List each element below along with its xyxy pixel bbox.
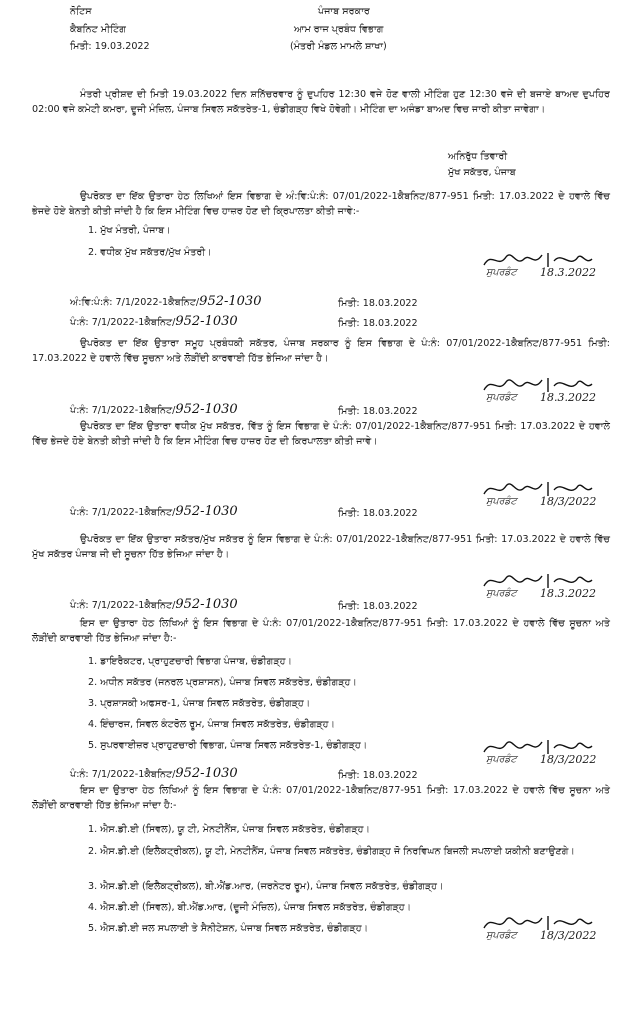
reference-handwritten: 952-1030: [175, 314, 238, 329]
header-cabinet-meeting-label: ਕੈਬਨਿਟ ਮੀਟਿੰਗ: [70, 24, 126, 35]
header-department: ਆਮ ਰਾਜ ਪ੍ਰਬੰਧ ਵਿਭਾਗ: [294, 24, 384, 35]
signature-date: 18/3/2022: [540, 929, 597, 942]
superintendent-signature: [478, 910, 608, 954]
superintendent-title: ਸੁਪਰਡੰਟ: [486, 496, 517, 507]
block2-date: ਮਿਤੀ: 18.03.2022: [338, 318, 418, 329]
reference-printed: ਅੰ:ਵਿ:ਪੰ:ਨੰ: 7/1/2022-1ਕੈਬਨਿਟ/: [70, 297, 200, 308]
reference-handwritten: 952-1030: [175, 766, 238, 781]
notice-body: ਮੰਤਰੀ ਪ੍ਰੀਸ਼ਦ ਦੀ ਮਿਤੀ 19.03.2022 ਦਿਨ ਸ਼ਨਿੱਚਰਵਾਰ ਨੂੰ ਦੁਪਹਿਰ 12:30 ਵਜੇ ਹੋਣ ਵਾਲੀ ਮੀਟਿੰਗ ਹੁਣ 12:30 ਵਜੇ ਦੀ ਬਜਾਏ ਬਾਅਦ ਦੁਪਹਿਰ 02:00 ਵਜੇ ਕਮੇਟੀ ਕਮਰਾ, ਦੂਜੀ ਮੰਜ਼ਿਲ, ਪੰਜਾਬ ਸਿਵਲ ਸਕੱਤਰੇਤ-1, ਚੰਡੀਗੜ੍ਹ ਵਿਖੇ ਹੋਵੇਗੀ। ਮੀਟਿੰਗ ਦਾ ਅਜੰਡਾ ਬਾਅਦ ਵਿਚ ਜਾਰੀ ਕੀਤਾ ਜਾਵੇਗਾ।: [32, 89, 610, 115]
block1-list-item: 2. ਵਧੀਕ ਮੁੱਖ ਸਕੱਤਰ/ਮੁੱਖ ਮੰਤਰੀ।: [88, 247, 212, 258]
header-date: ਮਿਤੀ: 19.03.2022: [70, 41, 150, 52]
block3-date: ਮਿਤੀ: 18.03.2022: [338, 406, 418, 417]
block4-body: ਉਪਰੋਕਤ ਦਾ ਇੱਕ ਉਤਾਰਾ ਸਕੱਤਰ/ਮੁੱਖ ਸਕੱਤਰ ਨੂੰ ਇਸ ਵਿਭਾਗ ਦੇ ਪੰ:ਨੰ: 07/01/2022-1ਕੈਬਨਿਟ/877-951 ਮਿਤੀ: 17.03.2022 ਦੇ ਹਵਾਲੇ ਵਿੱਚ ਮੁੱਖ ਸਕੱਤਰ ਪੰਜਾਬ ਜੀ ਦੀ ਸੂਚਨਾ ਹਿੱਤ ਭੇਜਿਆ ਜਾਂਦਾ ਹੈ।: [32, 534, 610, 560]
block3-reference: [70, 403, 238, 418]
block4-date: ਮਿਤੀ: 18.03.2022: [338, 508, 418, 519]
block6-list-item: 2. ਐਸ.ਡੀ.ਈ (ਇਲੈਕਟ੍ਰੀਕਲ), ਯੂ ਟੀ, ਮੇਨਟੀਨੈਂਸ, ਪੰਜਾਬ ਸਿਵਲ ਸਕੱਤਰੇਤ, ਚੰਡੀਗੜ੍ਹ ਜੋ ਨਿਰਵਿਘਨ ਬਿਜਲੀ ਸਪਲਾਈ ਯਕੀਨੀ ਬਣਾਉਣਗੇ।: [88, 846, 575, 857]
block4-reference: [70, 505, 238, 520]
block6-body: ਇਸ ਦਾ ਉਤਾਰਾ ਹੇਠ ਲਿਖਿਆਂ ਨੂੰ ਇਸ ਵਿਭਾਗ ਦੇ ਪੰ:ਨੰ: 07/01/2022-1ਕੈਬਨਿਟ/877-951 ਮਿਤੀ: 17.03.2022 ਦੇ ਹਵਾਲੇ ਵਿੱਚ ਸੂਚਨਾ ਅਤੇ ਲੋੜੀਂਦੀ ਕਾਰਵਾਈ ਹਿੱਤ ਭੇਜਿਆ ਜਾਂਦਾ ਹੈ:-: [32, 785, 610, 811]
reference-printed: ਪੰ:ਨੰ: 7/1/2022-1ਕੈਬਨਿਟ/: [70, 507, 176, 518]
reference-printed: ਪੰ:ਨੰ: 7/1/2022-1ਕੈਬਨਿਟ/: [70, 769, 176, 780]
header-branch: (ਮੰਤਰੀ ਮੰਡਲ ਮਾਮਲੇ ਸ਼ਾਖਾ): [290, 41, 387, 52]
block2-reference: [70, 295, 261, 310]
block5-list-item: 1. ਡਾਇਰੈਕਟਰ, ਪ੍ਰਾਹੁਣਚਾਰੀ ਵਿਭਾਗ ਪੰਜਾਬ, ਚੰਡੀਗੜ੍ਹ।: [88, 656, 292, 667]
reference-handwritten: 952-1030: [175, 597, 238, 612]
block5-list-item: 2. ਅਧੀਨ ਸਕੱਤਰ (ਜਨਰਲ ਪ੍ਰਸ਼ਾਸਨ), ਪੰਜਾਬ ਸਿਵਲ ਸਕੱਤਰੇਤ, ਚੰਡੀਗੜ੍ਹ।: [88, 677, 357, 688]
block5-list-item: 3. ਪ੍ਰਸ਼ਾਸਕੀ ਅਫਸਰ-1, ਪੰਜਾਬ ਸਿਵਲ ਸਕੱਤਰੇਤ, ਚੰਡੀਗੜ੍ਹ।: [88, 698, 311, 709]
reference-printed: ਪੰ:ਨੰ: 7/1/2022-1ਕੈਬਨਿਟ/: [70, 317, 176, 328]
superintendent-title: ਸੁਪਰਡੰਟ: [486, 754, 517, 765]
block6-list-item: 5. ਐਸ.ਡੀ.ਈ ਜਲ ਸਪਲਾਈ ਤੇ ਸੈਨੀਟੇਸ਼ਨ, ਪੰਜਾਬ ਸਿਵਲ ਸਕੱਤਰੇਤ, ਚੰਡੀਗੜ੍ਹ।: [88, 923, 369, 934]
superintendent-signature: [478, 734, 608, 778]
block6-reference: [70, 767, 238, 782]
block1-body: ਉਪਰੋਕਤ ਦਾ ਇੱਕ ਉਤਾਰਾ ਹੇਠ ਲਿਖਿਆਂ ਇਸ ਵਿਭਾਗ ਦੇ ਅੰ:ਵਿ:ਪੰ:ਨੰ: 07/01/2022-1ਕੈਬਨਿਟ/877-951 ਮਿਤੀ: 17.03.2022 ਦੇ ਹਵਾਲੇ ਵਿੱਚ ਭੇਜਦੇ ਹੋਏ ਬੇਨਤੀ ਕੀਤੀ ਜਾਂਦੀ ਹੈ ਕਿ ਇਸ ਮੀਟਿੰਗ ਵਿਚ ਹਾਜ਼ਰ ਹੋਣ ਦੀ ਕ੍ਰਿਪਾਲਤਾ ਕੀਤੀ ਜਾਵੇ:-: [32, 191, 610, 217]
block1-list-item: 1. ਮੁੱਖ ਮੰਤਰੀ, ਪੰਜਾਬ।: [88, 225, 171, 236]
reference-printed: ਪੰ:ਨੰ: 7/1/2022-1ਕੈਬਨਿਟ/: [70, 600, 176, 611]
reference-handwritten: 952-1030: [199, 294, 262, 309]
reference-handwritten: 952-1030: [175, 504, 238, 519]
block6-list-item: 1. ਐਸ.ਡੀ.ਈ (ਸਿਵਲ), ਯੂ ਟੀ, ਮੇਨਟੀਨੈਂਸ, ਪੰਜਾਬ ਸਿਵਲ ਸਕੱਤਰੇਤ, ਚੰਡੀਗੜ੍ਹ।: [88, 824, 371, 835]
block3-body: ਉਪਰੋਕਤ ਦਾ ਇੱਕ ਉਤਾਰਾ ਵਧੀਕ ਮੁੱਖ ਸਕੱਤਰ, ਵਿੱਤ ਨੂੰ ਇਸ ਵਿਭਾਗ ਦੇ ਪੰ:ਨੰ: 07/01/2022-1ਕੈਬਨਿਟ/877-951 ਮਿਤੀ: 17.03.2022 ਦੇ ਹਵਾਲੇ ਵਿੱਚ ਭੇਜਦੇ ਹੋਏ ਬੇਨਤੀ ਕੀਤੀ ਜਾਂਦੀ ਹੈ ਕਿ ਇਸ ਮੀਟਿੰਗ ਵਿਚ ਹਾਜ਼ਰ ਹੋਣ ਦੀ ਕਿਰਪਾਲਤਾ ਕੀਤੀ ਜਾਵੇ।: [32, 421, 610, 447]
superintendent-title: ਸੁਪਰਡੰਟ: [486, 392, 517, 403]
block5-date: ਮਿਤੀ: 18.03.2022: [338, 601, 418, 612]
superintendent-title: ਸੁਪਰਡੰਟ: [486, 588, 517, 599]
signature-date: 18.3.2022: [540, 587, 596, 600]
block2-body: ਉਪਰੋਕਤ ਦਾ ਇੱਕ ਉਤਾਰਾ ਸਮੂਹ ਪ੍ਰਬੰਧਕੀ ਸਕੱਤਰ, ਪੰਜਾਬ ਸਰਕਾਰ ਨੂੰ ਇਸ ਵਿਭਾਗ ਦੇ ਪੰ:ਨੰ: 07/01/2022-1ਕੈਬਨਿਟ/877-951 ਮਿਤੀ: 17.03.2022 ਦੇ ਹਵਾਲੇ ਵਿੱਚ ਸੂਚਨਾ ਅਤੇ ਲੋੜੀਂਦੀ ਕਾਰਵਾਈ ਹਿੱਤ ਭੇਜਿਆ ਜਾਂਦਾ ਹੈ।: [32, 338, 610, 364]
header-notice-label: ਨੋਟਿਸ: [70, 6, 92, 17]
block2-date: ਮਿਤੀ: 18.03.2022: [338, 298, 418, 309]
block5-list-item: 4. ਇੰਚਾਰਜ, ਸਿਵਲ ਕੰਟਰੋਲ ਰੂਮ, ਪੰਜਾਬ ਸਿਵਲ ਸਕੱਤਰੇਤ, ਚੰਡੀਗੜ੍ਹ।: [88, 719, 336, 730]
superintendent-signature: [478, 476, 608, 520]
superintendent-signature: [478, 247, 608, 291]
superintendent-signature: [478, 568, 608, 612]
header-government: ਪੰਜਾਬ ਸਰਕਾਰ: [318, 6, 370, 17]
signature-date: 18.3.2022: [540, 391, 596, 404]
superintendent-signature: [478, 372, 608, 416]
signature-date: 18/3/2022: [540, 753, 597, 766]
superintendent-title: ਸੁਪਰਡੰਟ: [486, 930, 517, 941]
signature-date: 18.3.2022: [540, 266, 596, 279]
block5-list-item: 5. ਸੁਪਰਵਾਈਜ਼ਰ ਪ੍ਰਾਹੁਣਚਾਰੀ ਵਿਭਾਗ, ਪੰਜਾਬ ਸਿਵਲ ਸਕੱਤਰੇਤ-1, ਚੰਡੀਗੜ੍ਹ।: [88, 740, 368, 751]
block5-body: ਇਸ ਦਾ ਉਤਾਰਾ ਹੇਠ ਲਿਖਿਆਂ ਨੂੰ ਇਸ ਵਿਭਾਗ ਦੇ ਪੰ:ਨੰ: 07/01/2022-1ਕੈਬਨਿਟ/877-951 ਮਿਤੀ: 17.03.2022 ਦੇ ਹਵਾਲੇ ਵਿੱਚ ਸੂਚਨਾ ਅਤੇ ਲੋੜੀਂਦੀ ਕਾਰਵਾਈ ਹਿੱਤ ਭੇਜਿਆ ਜਾਂਦਾ ਹੈ:-: [32, 618, 610, 644]
block5-reference: [70, 598, 238, 613]
block2-reference: [70, 315, 238, 330]
reference-handwritten: 952-1030: [175, 402, 238, 417]
block6-date: ਮਿਤੀ: 18.03.2022: [338, 770, 418, 781]
reference-printed: ਪੰ:ਨੰ: 7/1/2022-1ਕੈਬਨਿਟ/: [70, 405, 176, 416]
notice-signatory-name: ਅਨਿਰੁੱਧ ਤਿਵਾਰੀ: [448, 151, 508, 162]
notice-signatory-title: ਮੁੱਖ ਸਕੱਤਰ, ਪੰਜਾਬ: [448, 167, 516, 178]
signature-date: 18/3/2022: [540, 495, 597, 508]
block6-list-item: 3. ਐਸ.ਡੀ.ਈ (ਇਲੈਕਟ੍ਰੀਕਲ), ਬੀ.ਐਂਡ.ਆਰ, (ਜਰਨੇਟਰ ਰੂਮ), ਪੰਜਾਬ ਸਿਵਲ ਸਕੱਤਰੇਤ, ਚੰਡੀਗੜ੍ਹ।: [88, 881, 444, 892]
superintendent-title: ਸੁਪਰਡੰਟ: [486, 267, 517, 278]
block6-list-item: 4. ਐਸ.ਡੀ.ਈ (ਸਿਵਲ), ਬੀ.ਐਂਡ.ਆਰ, (ਦੂਜੀ ਮੰਜ਼ਿਲ), ਪੰਜਾਬ ਸਿਵਲ ਸਕੱਤਰੇਤ, ਚੰਡੀਗੜ੍ਹ।: [88, 902, 412, 913]
